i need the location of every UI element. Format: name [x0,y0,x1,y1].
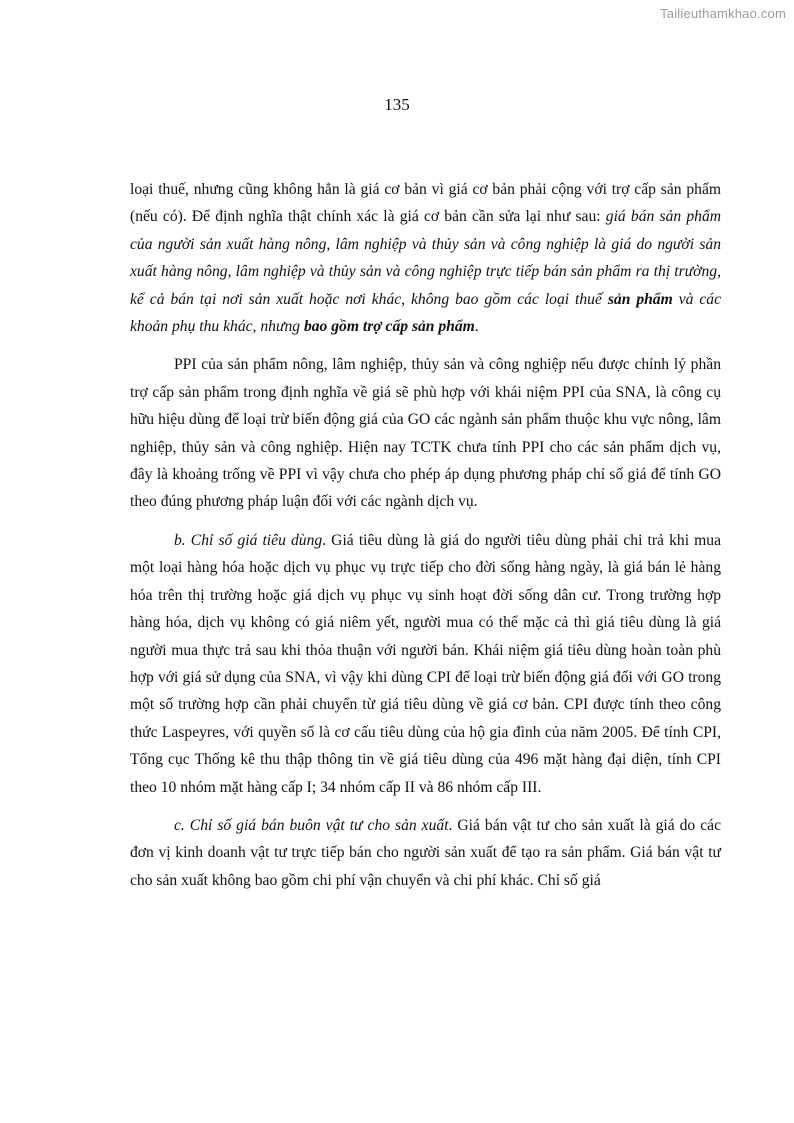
section-heading-cpi: b. Chỉ số giá tiêu dùng [174,531,323,549]
paragraph-ppi: PPI của sản phẩm nông, lâm nghiệp, thủy sản và công nghiệp nếu được chỉnh lý phần trợ cấp sản phẩm trong định nghĩa về giá sẽ phù hợp với khái niệm PPI của SNA, là công cụ hữu hiệu dùng để loại trừ biến động giá của GO các ngành sản phẩm thuộc khu vực nông, lâm nghiệp, thủy sản và công nghiệp. Hiện nay TCTK chưa tính PPI cho các sản phẩm dịch vụ, đây là khoảng trống về PPI vì vậy chưa cho phép áp dụng phương pháp chỉ số giá để tính GO theo đúng phương pháp luận đối với các ngành dịch vụ. [130,356,721,511]
italic-definition-continued: và các khoản phụ thu khác, nhưng [130,290,721,336]
paragraph-wholesale-index [130,812,721,894]
bold-italic-term-subsidy: bao gồm trợ cấp sản phẩm [303,318,475,336]
paragraph-price-definition [130,176,721,340]
page-number: 135 [384,95,410,114]
paragraph-text: . Giá tiêu dùng là giá do người tiêu dùng phải chi trả khi mua một loại hàng hóa hoặc dịch vụ phục vụ trực tiếp cho đời sống hàng ngày, là giá bán lẻ hàng hóa trên thị trường hoặc giá dịch vụ phục vụ sinh hoạt đời sống dân cư. Trong trường hợp hàng hóa, dịch vụ không có giá niêm yết, người mua có thể mặc cả thì giá tiêu dùng là giá người mua thực trả sau khi thỏa thuận với người bán. Khái niệm giá tiêu dùng hoàn toàn phù hợp với giá sử dụng của SNA, vì vậy khi dùng CPI để loại trừ biến động giá đối với GO trong một số trường hợp cần phải chuyển từ giá tiêu dùng về giá cơ bản. CPI được tính theo công thức Laspeyres, với quyền số là cơ cấu tiêu dùng của hộ gia đình của năm 2005. Để tính CPI, Tổng cục Thống kê thu thập thông tin về giá tiêu dùng của 496 mặt hàng đại diện, tính CPI theo 10 nhóm mặt hàng cấp I; 34 nhóm cấp II và 86 nhóm cấp III. [130,531,721,796]
bold-italic-term: sản phẩm [607,290,673,308]
italic-definition: giá bán sản phẩm của người sản xuất hàng nông, lâm nghiệp và thủy sản và công nghiệp là giá do người sản xuất hàng nông, lâm nghiệp và thủy sản và công nghiệp trực tiếp bán sản phẩm ra thị trường, kể cả bán tại nơi sản xuất hoặc nơi khác, không bao gồm các loại thuế [130,208,721,308]
paragraph-text: . Giá bán vật tư cho sản xuất là giá do các đơn vị kinh doanh vật tư trực tiếp bán cho người sản xuất để tạo ra sản phẩm. Giá bán vật tư cho sản xuất không bao gồm chi phí vận chuyển và chi phí khác. Chỉ số giá [130,816,721,889]
watermark: Tailieuthamkhao.com [660,6,786,21]
paragraph-period: . [474,318,479,336]
paragraph-text: loại thuế, nhưng cũng không hẳn là giá cơ bản vì giá cơ bản phải cộng với trợ cấp sản phẩm (nếu có). Để định nghĩa thật chính xác là giá cơ bản cần sửa lại như sau: [130,181,721,226]
document-body [130,176,721,905]
section-heading-wholesale: c. Chỉ số giá bán buôn vật tư cho sản xuất [174,816,449,834]
paragraph-cpi [130,527,721,801]
